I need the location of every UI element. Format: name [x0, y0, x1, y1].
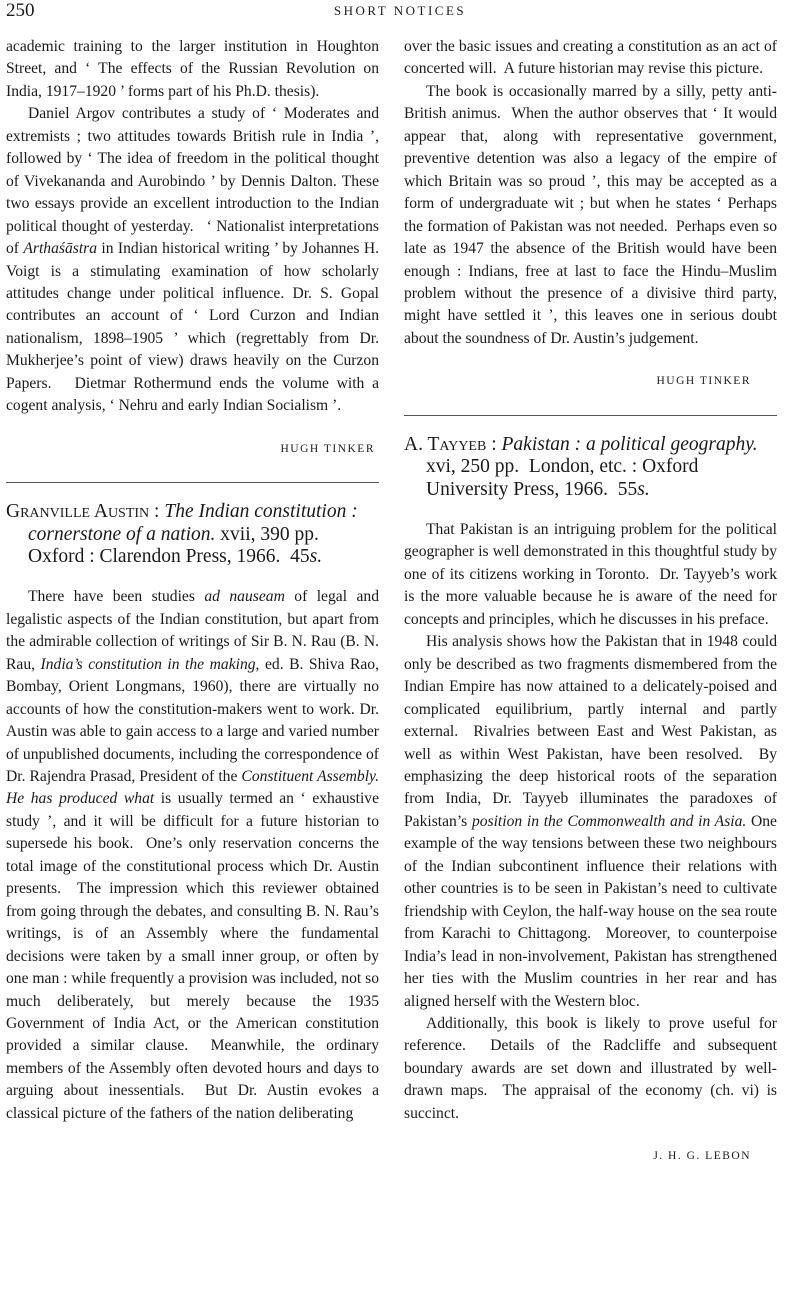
- book-title: The Indian constitution : cornerstone of a nation.: [28, 501, 358, 545]
- paragraph: There have been studies ad nauseam of legal and legalistic aspects of the Indian constitution, but apart from the admirable collection of writings of Sir B. N. Rau (B. N. Rau, India’s constitution in the making, ed. B. Shiva Rao, Bombay, Orient Longmans, 1960), there are virtually no accounts of how the constitution-makers went to work. Dr. Austin was able to gain access to a large and varied number of unpublished documents, including the correspondence of Dr. Rajendra Prasad, President of the Constituent Assembly. He has produced what is usually termed an ‘ exhaustive study ’, and it will be difficult for a future historian to supersede his book. One’s only reservation concerns the total image of the constitutional process which Dr. Austin presents. The impression which this reviewer obtained from going through the debates, and consulting B. N. Rau’s writings, is of an Assembly where the fundamental decisions were taken by a small inner group, or often by one man : while frequently a provision was included, not so much deliberately, but merely because the 1935 Government of India Act, or the American constitution provided a similar clause. Meanwhile, the ordinary members of the Assembly often devoted hours and days to arguing about inessentials. But Dr. Austin evokes a classical picture of the fathers of the nation deliberating: [6, 588, 379, 1122]
- book-heading: Granville Austin : The Indian constitution : cornerstone of a nation. xvii, 390 pp. Oxford : Clarendon Press, 1966. 45s.: [6, 501, 358, 567]
- paragraph: That Pakistan is an intriguing problem for the political geographer is well demonstrated in this thoughtful study by one of its citizens working in Toronto. Dr. Tayyeb’s work is the more valuable because he is aware of the need for concepts and principles, which he discusses in his preface.: [404, 521, 777, 628]
- left-column: [6, 36, 379, 1125]
- book-title: Pakistan : a political geography.: [501, 433, 758, 455]
- paragraph: His analysis shows how the Pakistan that in 1948 could only be described as two fragments dismembered from the Indian Empire has now attained to a delicately-poised and complicated equilibrium, partly internal and partly external. Rivalries between East and West Pakistan, as well as within West Pakistan, have been resolved. By emphasizing the deep historical roots of the separation from India, Dr. Tayyeb illuminates the paradoxes of Pakistan’s position in the Commonwealth and in Asia. One example of the way tensions between these two neighbours of the Indian subcontinent influence their relations with other countries is to be seen in Pakistan’s need to cultivate friendship with Ceylon, the half-way house on the sea route from Karachi to Chittagong. Moreover, to counterpoise India’s lead in non-involvement, Pakistan has strengthened her ties with the Muslim countries in her rear and has aligned herself with the Western bloc.: [404, 633, 777, 1010]
- reviewer-signature: HUGH TINKER: [280, 442, 375, 455]
- book-author: A. Tayyeb: [404, 433, 487, 455]
- reviewer-signature: HUGH TINKER: [656, 375, 751, 388]
- right-column: [404, 36, 777, 1168]
- page-header: [0, 0, 800, 24]
- divider: [404, 415, 777, 416]
- book-author: Granville Austin: [6, 501, 150, 523]
- paragraph: academic training to the larger institution in Houghton Street, and ‘ The effects of the Russian Revolution on India, 1917–1920 ’ forms part of his Ph.D. thesis).: [6, 38, 379, 100]
- paragraph: Additionally, this book is likely to prove useful for reference. Details of the Radcliffe and subsequent boundary awards are set down and illustrated by well-drawn maps. The appraisal of the economy (ch. vi) is succinct.: [404, 1014, 777, 1122]
- paragraph: Daniel Argov contributes a study of ‘ Moderates and extremists ; two attitudes towards British rule in India ’, followed by ‘ The idea of freedom in the political thought of Vivekananda and Aurobindo ’ by Dennis Dalton. These two essays provide an excellent introduction to the Indian political thought of yesterday. ‘ Nationalist interpretations of Arthaśāstra in Indian historical writing ’ by Johannes H. Voigt is a stimulating examination of how scholarly attitudes change under political influence. Dr. S. Gopal contributes an account of ‘ Lord Curzon and Indian nationalism, 1898–1905 ’ which (regrettably from Dr. Mukherjee’s point of view) draws heavily on the Curzon Papers. Dietmar Rothermund ends the volume with a cogent analysis, ‘ Nehru and early Indian Socialism ’.: [6, 105, 380, 415]
- book-heading: A. Tayyeb : Pakistan : a political geography. xvi, 250 pp. London, etc. : Oxford University Press, 1966. 55s.: [404, 433, 758, 500]
- paragraph: The book is occasionally marred by a silly, petty anti-British animus. When the author observes that ‘ It would appear that, along with representative government, preventive detention was also a legacy of the empire of which Britain was so proud ’, this may be accepted as a form of undergraduate wit ; but when he states ‘ Perhaps the formation of Pakistan was not needed. Perhaps even so late as 1947 the absence of the British would have been enough : Indians, free at last to face the Hindu–Muslim problem without the presence of a divisive third party, might have settled it ’, this leaves one in serious doubt about the soundness of Dr. Austin’s judgement.: [404, 82, 777, 347]
- book-details: xvii, 390 pp. Oxford : Clarendon Press, 1966. 45: [28, 523, 324, 567]
- page-number: 250: [6, 0, 35, 21]
- paragraph: over the basic issues and creating a constitution as an act of concerted will. A future historian may revise this picture.: [404, 38, 777, 78]
- running-head: SHORT NOTICES: [333, 3, 467, 18]
- reviewer-signature: J. H. G. LEBON: [653, 1150, 751, 1163]
- divider: [6, 482, 379, 483]
- book-details: xvi, 250 pp. London, etc. : Oxford University Press, 1966. 55: [426, 456, 699, 500]
